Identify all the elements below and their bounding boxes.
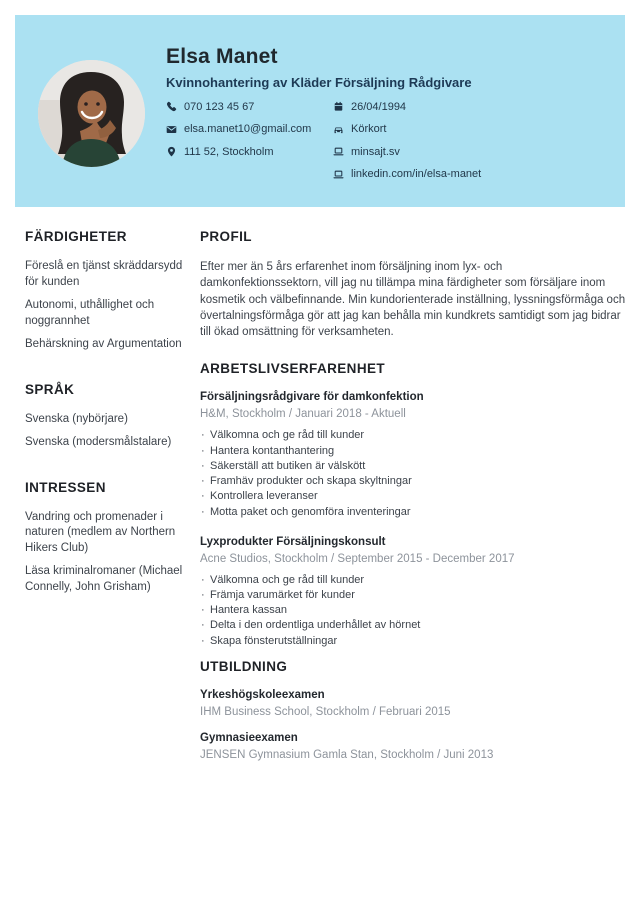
address-text: 111 52, Stockholm bbox=[184, 145, 274, 158]
job-title: Lyxprodukter Försäljningskonsult bbox=[200, 535, 386, 548]
job-headline: Kvinnohantering av Kläder Försäljning Rådgivare bbox=[166, 75, 472, 90]
linkedin-text: linkedin.com/in/elsa-manet bbox=[351, 168, 482, 180]
calendar-icon bbox=[333, 101, 344, 112]
contact-license bbox=[333, 123, 563, 136]
phone-number: 070 123 45 67 bbox=[184, 100, 255, 113]
skill-item: Behärskning av Argumentation bbox=[25, 338, 182, 350]
contact-email bbox=[166, 123, 331, 136]
location-icon bbox=[166, 146, 177, 157]
email-address: elsa.manet10@gmail.com bbox=[184, 123, 312, 135]
job-bullet: · Välkomna och ge råd till kunder bbox=[200, 573, 626, 588]
experience-heading: ARBETSLIVSERFARENHET bbox=[200, 361, 386, 377]
language-item: Svenska (modersmålstalare) bbox=[25, 436, 172, 448]
experience-section bbox=[200, 361, 626, 648]
skills-section bbox=[25, 229, 183, 353]
job-bullet: · Framhäv produkter och skapa skyltningar bbox=[200, 474, 626, 489]
interests-heading: INTRESSEN bbox=[25, 479, 106, 495]
portrait-illustration bbox=[38, 60, 145, 167]
education-entry bbox=[200, 689, 626, 718]
contact-address bbox=[166, 145, 331, 158]
contact-column-left bbox=[166, 100, 331, 168]
education-title: Gymnasieexamen bbox=[200, 731, 298, 744]
license-text: Körkort bbox=[351, 123, 387, 135]
profile-text: Efter mer än 5 års erfarenhet inom försäljning inom lyx- och damkonfektionssektorn, vill jag nu tillämpa mina färdigheter som försäljare inom kosmetik och välbefinnande. Min kundorienterade inställning, lyssningsförmåga och övertalningsförmåga gör att jag kan behålla min kundkrets samtidigt som jag bidrar till ökad omsättning för verksamheten. bbox=[200, 261, 626, 339]
interests-section bbox=[25, 480, 183, 596]
job-bullets bbox=[200, 428, 626, 519]
phone-icon bbox=[166, 101, 177, 112]
job-bullet: · Skapa fönsterutställningar bbox=[200, 634, 626, 649]
contact-linkedin bbox=[333, 168, 563, 181]
main-column bbox=[200, 229, 626, 775]
education-heading: UTBILDNING bbox=[200, 658, 288, 674]
profile-photo bbox=[38, 60, 145, 167]
header-banner bbox=[15, 15, 625, 207]
job-bullet: · Delta i den ordentliga underhållet av hörnet bbox=[200, 618, 626, 633]
person-name: Elsa Manet bbox=[166, 45, 278, 68]
skill-item: Föreslå en tjänst skräddarsydd för kunden bbox=[25, 260, 183, 288]
sidebar bbox=[25, 229, 183, 624]
job-bullet: · Hantera kontanthantering bbox=[200, 444, 626, 459]
contact-website bbox=[333, 145, 563, 158]
language-item: Svenska (nybörjare) bbox=[25, 412, 128, 425]
job-meta: Acne Studios, Stockholm / September 2015 - December 2017 bbox=[200, 552, 515, 565]
profile-section bbox=[200, 229, 626, 340]
contact-birthdate bbox=[333, 100, 563, 113]
languages-section bbox=[25, 382, 183, 451]
job-bullet: · Motta paket och genomföra inventeringar bbox=[200, 505, 626, 520]
job-bullet: · Kontrollera leveranser bbox=[200, 489, 626, 504]
education-meta: IHM Business School, Stockholm / Februari 2015 bbox=[200, 705, 451, 718]
job-entry bbox=[200, 536, 626, 649]
job-meta: H&M, Stockholm / Januari 2018 - Aktuell bbox=[200, 408, 406, 421]
website-text: minsajt.sv bbox=[351, 145, 400, 158]
email-icon bbox=[166, 124, 177, 135]
laptop-icon bbox=[333, 146, 344, 157]
contact-phone bbox=[166, 100, 331, 113]
education-title: Yrkeshögskoleexamen bbox=[200, 688, 325, 701]
education-entry bbox=[200, 732, 626, 761]
education-section bbox=[200, 659, 626, 761]
job-bullet: · Säkerställ att butiken är välskött bbox=[200, 459, 626, 474]
contact-column-right bbox=[333, 100, 563, 190]
languages-heading: SPRÅK bbox=[25, 381, 75, 397]
job-bullet: · Hantera kassan bbox=[200, 603, 626, 618]
birthdate-text: 26/04/1994 bbox=[351, 100, 407, 113]
job-bullets bbox=[200, 573, 626, 649]
car-icon bbox=[333, 124, 344, 135]
profile-heading: PROFIL bbox=[200, 229, 252, 244]
laptop-icon bbox=[333, 169, 344, 180]
job-entry bbox=[200, 391, 626, 519]
interest-item: Vandring och promenader i naturen (medlem av Northern Hikers Club) bbox=[25, 510, 176, 554]
interest-item: Läsa kriminalromaner (Michael Connelly, John Grisham) bbox=[25, 565, 183, 593]
job-title: Försäljningsrådgivare för damkonfektion bbox=[200, 391, 424, 404]
education-meta: JENSEN Gymnasium Gamla Stan, Stockholm / Juni 2013 bbox=[200, 748, 494, 761]
skill-item: Autonomi, uthållighet och noggrannhet bbox=[25, 299, 155, 327]
skills-heading: FÄRDIGHETER bbox=[25, 229, 127, 244]
job-bullet: · Främja varumärket för kunder bbox=[200, 588, 626, 603]
job-bullet: · Välkomna och ge råd till kunder bbox=[200, 428, 626, 443]
